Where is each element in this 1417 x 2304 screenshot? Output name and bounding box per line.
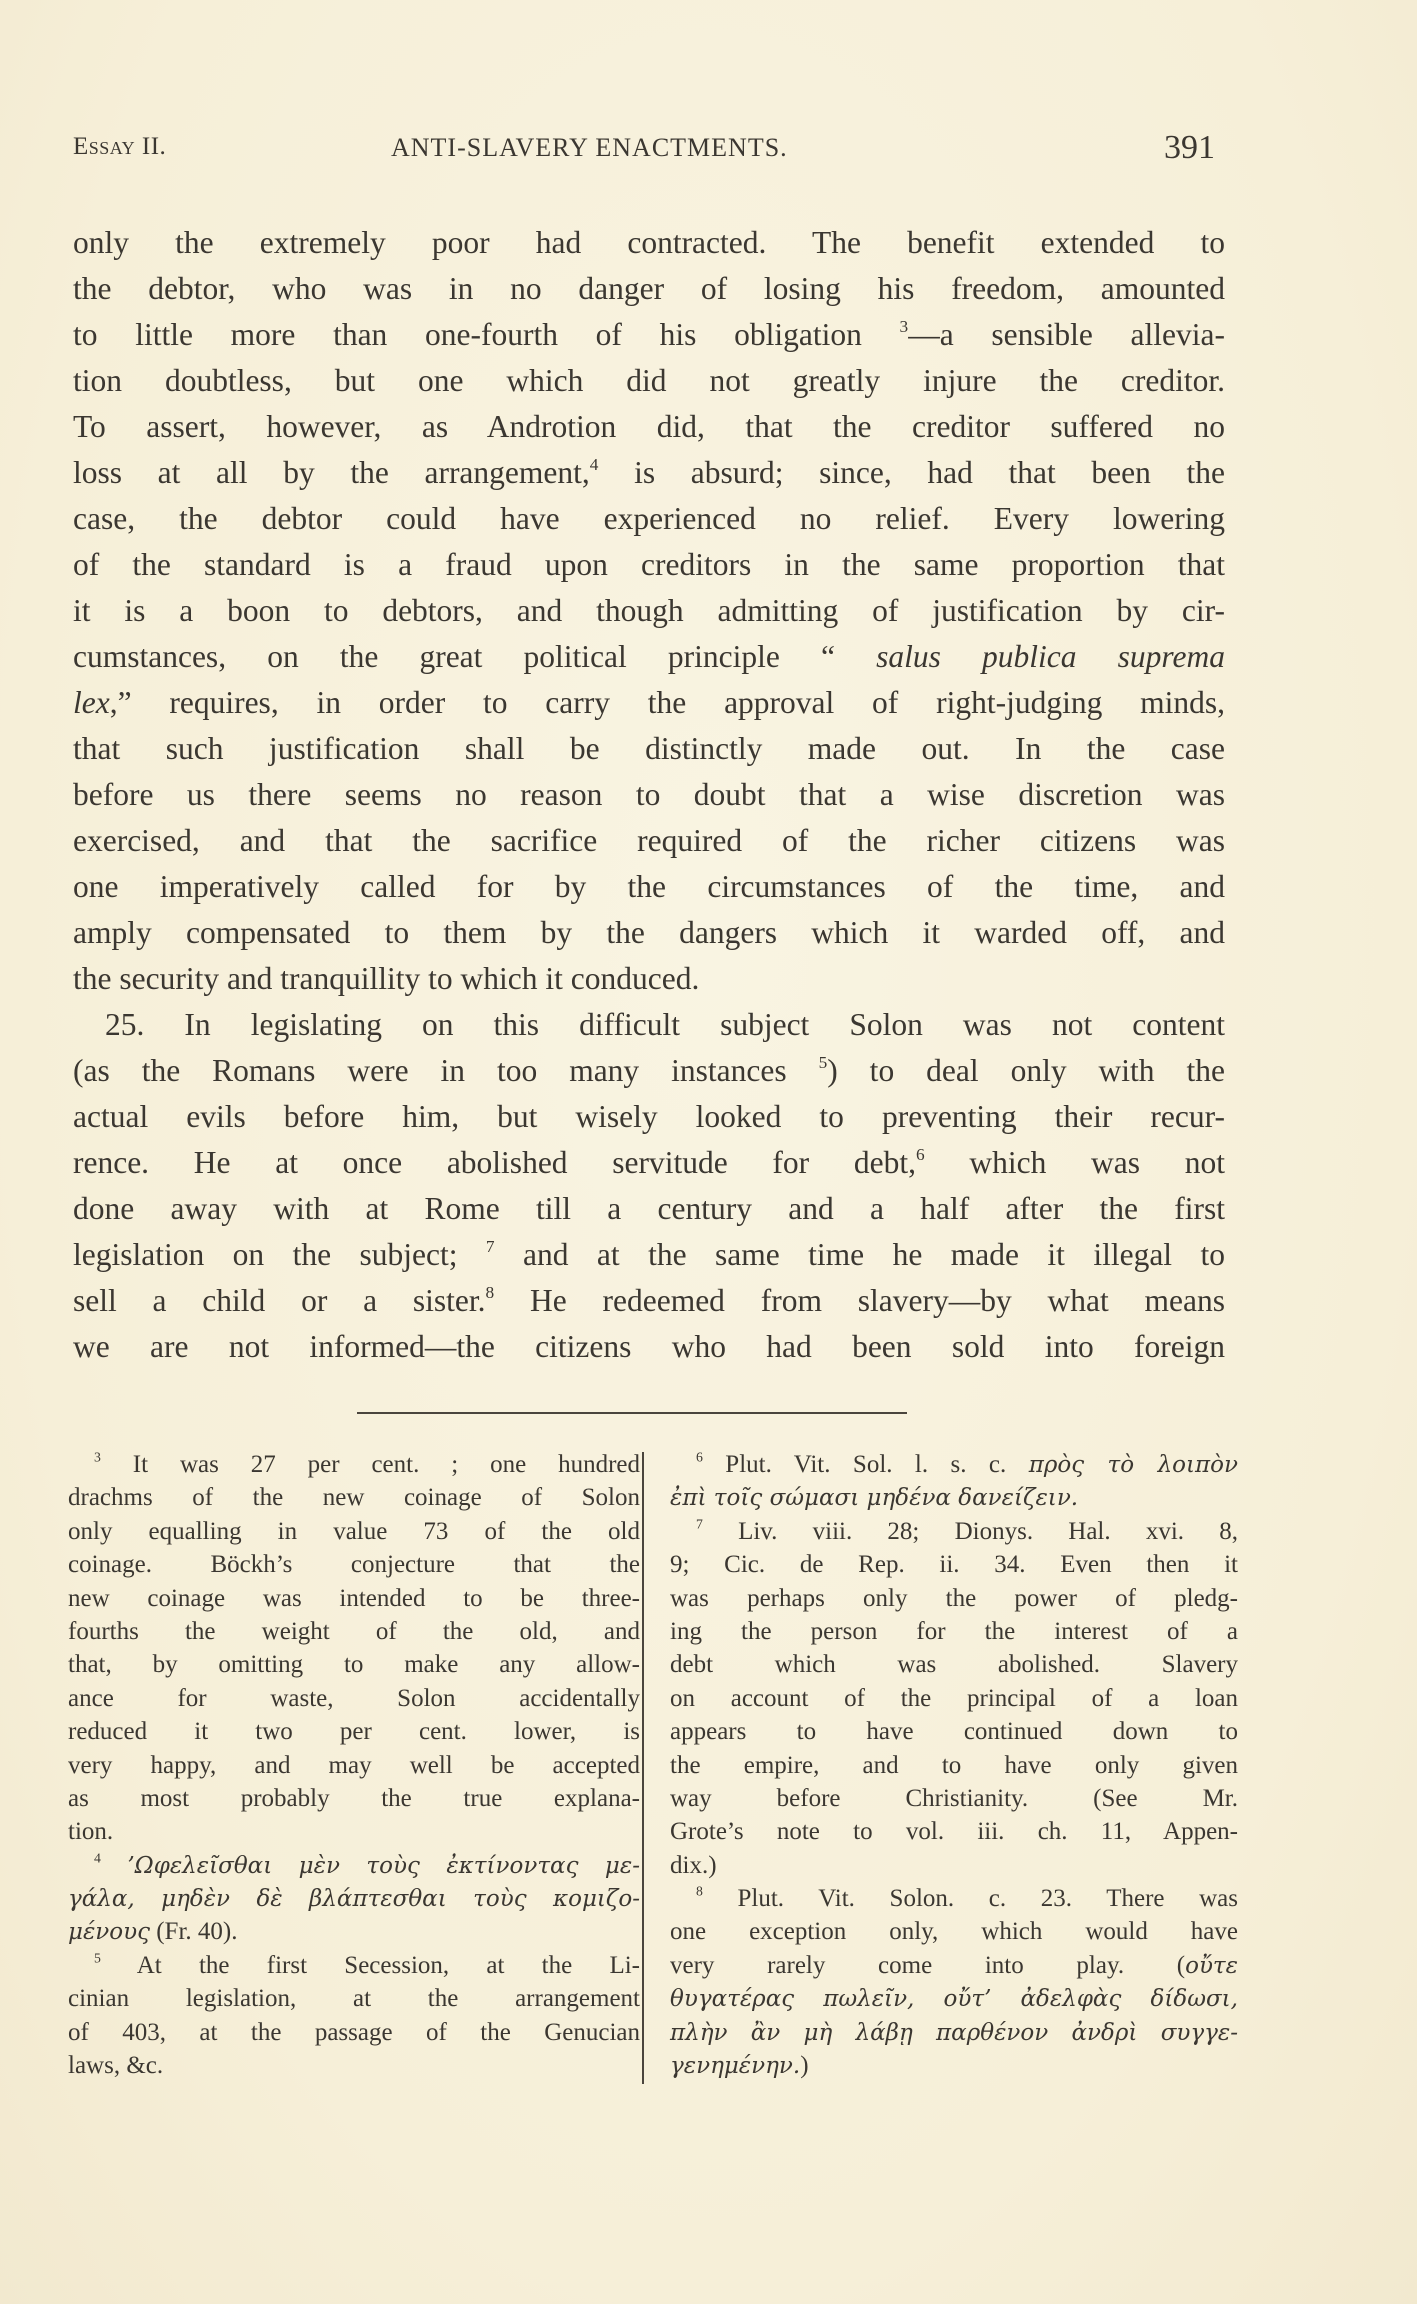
page-number: 391 [1164,129,1215,166]
greek-quotation: γενημένην. [670,2053,801,2080]
footnote-line [670,1749,1238,1782]
body-line [73,1324,1225,1370]
text-run: the debtor, who was in no danger of losing his freedom, amounted [73,271,1225,306]
footnote-line [670,1448,1238,1481]
text-run: loss at all by the arrangement, [73,455,590,490]
footnotes-left-column [68,1448,640,2082]
greek-quotation: γάλα, μηδὲν δὲ βλάπτεσθαι τοὺς κομιζο- [68,1886,640,1913]
text-run: that such justification shall be distinctly made out. In the case [73,731,1225,766]
footnotes-right-column [670,1448,1238,2082]
footnote-reference: 4 [589,455,599,475]
main-text [73,220,1225,1370]
footnote-line [68,1615,640,1648]
footnote-line [68,1648,640,1681]
body-line [73,864,1225,910]
body-line [73,1094,1225,1140]
footnote-line [670,1915,1238,1948]
footnote-line [68,1749,640,1782]
text-run: was perhaps only the power of pledg- [670,1584,1238,1612]
body-line [73,910,1225,956]
body-line [73,1048,1225,1094]
text-run: ance for waste, Solon accidentally [68,1684,640,1712]
text-run: dix.) [670,1851,717,1879]
body-line [73,772,1225,818]
text-run: cumstances, on the great political principle “ [73,639,877,674]
body-line [73,818,1225,864]
text-run: and at the same time he made it illegal to [494,1237,1225,1272]
text-run: ing the person for the interest of a [670,1617,1238,1645]
footnote-reference: 5 [818,1053,828,1073]
footnote-line [68,1448,640,1481]
text-run: very happy, and may well be accepted [68,1751,640,1779]
text-run: (Fr. 40). [149,1918,238,1946]
text-run: Plut. Vit. Solon. c. 23. There was [702,1885,1238,1913]
footnote-reference: 6 [696,1449,703,1465]
footnote-line [670,1548,1238,1581]
footnote-line [670,1982,1238,2015]
text-run: we are not informed—the citizens who had been sold into foreign [73,1329,1225,1364]
body-line [73,1140,1225,1186]
footnote-line [670,1648,1238,1681]
text-run: sell a child or a sister. [73,1283,486,1318]
text-run: To assert, however, as Androtion did, that the creditor suffered no [73,409,1225,444]
footnote-line [68,1815,640,1848]
text-run: drachms of the new coinage of Solon [68,1484,640,1512]
body-line [73,542,1225,588]
text-run: Plut. Vit. Sol. l. s. c. [702,1451,1029,1478]
footnote-reference: 4 [94,1850,101,1866]
footnote-line [68,1982,640,2015]
footnote-reference: 7 [696,1516,703,1532]
body-line [73,266,1225,312]
running-head-essay: Essay II. [73,133,167,160]
text-run: before us there seems no reason to doubt that a wise discretion was [73,777,1225,812]
footnote-line [670,1582,1238,1615]
text-run: exercised, and that the sacrifice required of the richer citizens was [73,823,1225,858]
footnote-line [68,2049,640,2082]
footnote-reference: 3 [899,317,909,337]
footnote-line [670,1849,1238,1882]
text-run: ,” requires, in order to carry the approval of right-judging minds, [109,685,1225,720]
greek-quotation: ’Ωφελεῖσθαι μὲν τοὺς ἐκτίνοντας με- [100,1852,640,1879]
footnote-line [670,1815,1238,1848]
text-run: to little more than one-fourth of his obligation [73,317,900,352]
footnote-line [670,2049,1238,2082]
text-run: amply compensated to them by the dangers which it warded off, and [73,915,1225,950]
footnote-reference: 8 [485,1283,495,1303]
text-run: rence. He at once abolished servitude for debt, [73,1145,916,1180]
body-line [73,1002,1225,1048]
footnote-line [68,1481,640,1514]
footnote-line [670,1715,1238,1748]
text-run: new coinage was intended to be three- [68,1584,640,1612]
footnote-line [670,2016,1238,2049]
footnote-line [68,1682,640,1715]
body-line [73,956,1225,1002]
body-line [73,450,1225,496]
text-run: one imperatively called for by the circumstances of the time, and [73,869,1225,904]
text-run: It was 27 per cent. ; one hundred [100,1451,640,1478]
text-run: which was not [924,1145,1225,1180]
italic-phrase: lex [73,685,110,720]
footnote-line [670,1882,1238,1915]
body-line [73,588,1225,634]
greek-quotation: θυγατέρας πωλεῖν, οὔτ’ ἀδελφὰς δίδωσι, [670,1986,1238,2013]
body-line [73,634,1225,680]
footnote-column-divider [642,1452,644,2084]
greek-quotation: οὔτε [1185,1952,1238,1979]
text-run: only the extremely poor had contracted. The benefit extended to [73,225,1225,260]
running-head [73,129,1223,173]
body-line [73,312,1225,358]
text-run: (as the Romans were in too many instances [73,1053,819,1088]
footnote-reference: 5 [94,1950,101,1966]
text-run: one exception only, which would have [670,1918,1238,1946]
text-run: He redeemed from slavery—by what means [494,1283,1225,1318]
text-run: cinian legislation, at the arrangement [68,1985,640,2013]
text-run: that, by omitting to make any allow- [68,1651,640,1679]
body-line [73,680,1225,726]
text-run: very rarely come into play. ( [670,1951,1186,1979]
body-line [73,1278,1225,1324]
text-run: only equalling in value 73 of the old [68,1517,640,1545]
body-line [73,1232,1225,1278]
text-run: tion doubtless, but one which did not greatly injure the creditor. [73,363,1225,398]
text-run: way before Christianity. (See Mr. [670,1784,1238,1812]
text-run: of 403, at the passage of the Genucian [68,2018,640,2046]
text-run: laws, &c. [68,2052,164,2080]
text-run: —a sensible allevia- [908,317,1225,352]
text-run: ) [800,2052,809,2080]
text-run: appears to have continued down to [670,1718,1238,1746]
footnote-line [68,1949,640,1982]
body-line [73,1186,1225,1232]
text-run: 25. In legislating on this difficult subject Solon was not content [105,1007,1225,1042]
greek-quotation: μένους [68,1919,150,1946]
text-run: as most probably the true explana- [68,1784,640,1812]
text-run: tion. [68,1818,114,1846]
text-run: the empire, and to have only given [670,1751,1238,1779]
greek-quotation: ἐπὶ τοῖς σώμασι μηδένα δανείζειν. [670,1485,1079,1512]
footnote-line [670,1782,1238,1815]
text-run: 9; Cic. de Rep. ii. 34. Even then it [670,1551,1238,1579]
footnote-line [68,1715,640,1748]
greek-quotation: πρὸς τὸ λοιπὸν [1028,1452,1238,1478]
text-run: reduced it two per cent. lower, is [68,1718,640,1746]
body-line [73,404,1225,450]
footnote-line [68,1882,640,1915]
text-run: Grote’s note to vol. iii. ch. 11, Appen- [670,1818,1238,1846]
footnote-line [670,1615,1238,1648]
footnote-line [670,1682,1238,1715]
footnote-separator-rule [357,1412,907,1414]
body-line [73,220,1225,266]
footnote-line [670,1481,1238,1514]
body-line [73,726,1225,772]
text-run: done away with at Rome till a century and a half after the first [73,1191,1225,1226]
footnote-line [68,1782,640,1815]
text-run: coinage. Böckh’s conjecture that the [68,1551,640,1579]
footnote-line [68,1582,640,1615]
footnote-line [68,2016,640,2049]
footnote-line [670,1515,1238,1548]
text-run: the security and tranquillity to which it conduced. [73,961,700,996]
footnote-line [68,1915,640,1948]
text-run: ) to deal only with the [827,1053,1225,1088]
text-run: fourths the weight of the old, and [68,1617,640,1645]
text-run: of the standard is a fraud upon creditors in the same proportion that [73,547,1225,582]
footnote-line [670,1949,1238,1982]
text-run: actual evils before him, but wisely looked to preventing their recur- [73,1099,1225,1134]
footnote-reference: 8 [696,1883,703,1899]
footnote-line [68,1548,640,1581]
text-run: debt which was abolished. Slavery [670,1651,1238,1679]
footnote-line [68,1515,640,1548]
greek-quotation: πλὴν ἂν μὴ λάβῃ παρθένον ἀνδρὶ συγγε- [670,2019,1238,2046]
text-run: Liv. viii. 28; Dionys. Hal. xvi. 8, [702,1517,1238,1545]
text-run: it is a boon to debtors, and though admitting of justification by cir- [73,593,1225,628]
body-line [73,496,1225,542]
footnote-reference: 6 [915,1145,925,1165]
italic-phrase: salus publica suprema [876,639,1225,674]
footnote-reference: 7 [485,1237,495,1257]
text-run: on account of the principal of a loan [670,1684,1238,1712]
footnote-line [68,1849,640,1882]
text-run: legislation on the subject; [73,1237,486,1272]
text-run: is absurd; since, had that been the [598,455,1225,490]
text-run: At the first Secession, at the Li- [100,1951,640,1979]
text-run: case, the debtor could have experienced no relief. Every lowering [73,501,1225,536]
footnote-reference: 3 [94,1449,101,1465]
running-head-title: ANTI-SLAVERY ENACTMENTS. [391,133,788,162]
body-line [73,358,1225,404]
